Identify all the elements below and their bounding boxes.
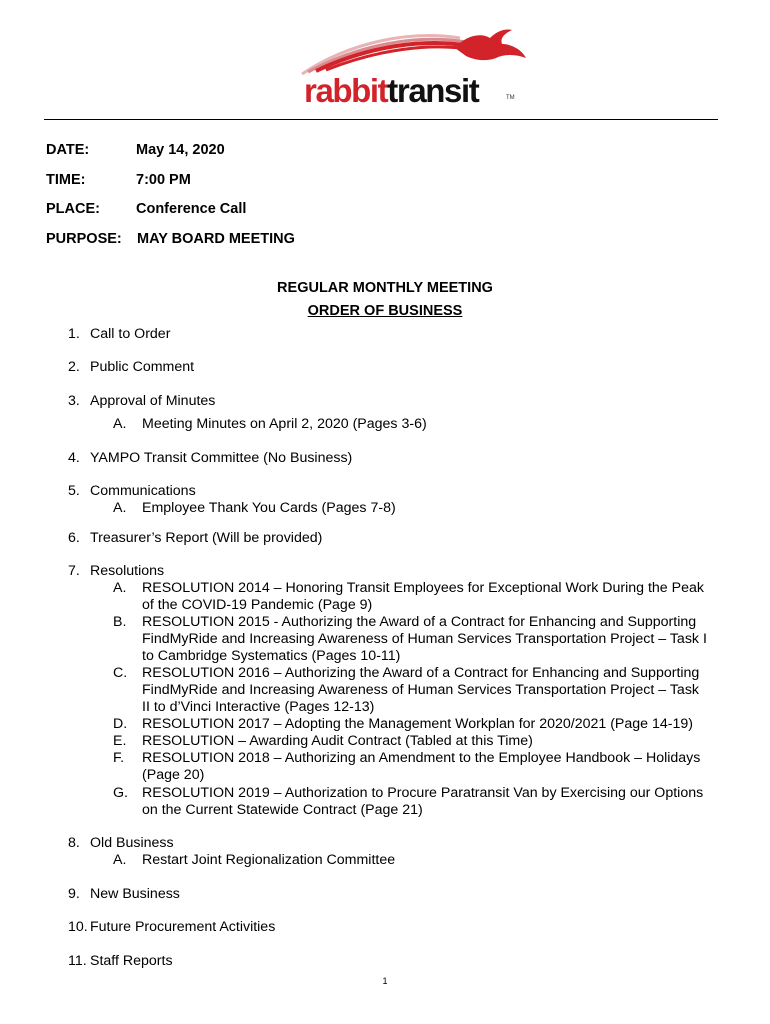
- agenda-item-number: 8.: [68, 835, 80, 851]
- agenda-subitem-letter: F.: [113, 750, 125, 766]
- agenda-subitem-letter: G.: [113, 785, 128, 801]
- time-label: TIME:: [46, 172, 86, 188]
- page-number: 1: [382, 976, 388, 986]
- agenda-item-text: Approval of Minutes: [90, 393, 216, 409]
- order-of-business-text: ORDER OF BUSINESS: [307, 303, 463, 319]
- agenda-item-text: Staff Reports: [90, 953, 173, 969]
- agenda-subitem-line: RESOLUTION 2016 – Authorizing the Award of a Contract for Enhancing and Supporting: [142, 665, 700, 681]
- rabbittransit-logo: [290, 22, 530, 108]
- logo-word-transit: transit: [387, 72, 479, 109]
- agenda-item-number: 9.: [68, 886, 80, 902]
- agenda-subitem-line: RESOLUTION – Awarding Audit Contract (Tabled at this Time): [142, 733, 533, 749]
- logo-trademark: TM: [506, 95, 515, 101]
- purpose-label: PURPOSE:: [46, 231, 122, 247]
- agenda-subitem-line: Restart Joint Regionalization Committee: [142, 852, 396, 868]
- logo-word-rabbit: rabbit: [304, 72, 388, 109]
- agenda-subitem-line: (Page 20): [142, 767, 205, 783]
- date-value: May 14, 2020: [136, 142, 225, 158]
- agenda-subitem-line: on the Current Statewide Contract (Page 21): [142, 802, 423, 818]
- logo-wordmark: [304, 74, 478, 107]
- agenda-subitem-letter: A.: [113, 416, 127, 432]
- agenda-subitem-letter: B.: [113, 614, 127, 630]
- agenda-item-number: 11.: [68, 953, 87, 969]
- agenda-item-text: Future Procurement Activities: [90, 919, 276, 935]
- agenda-item-text: Old Business: [90, 835, 174, 851]
- order-of-business-title: [0, 303, 770, 319]
- agenda-item-text: Public Comment: [90, 359, 195, 375]
- agenda-item-number: 2.: [68, 359, 80, 375]
- agenda-item-text: Communications: [90, 483, 196, 499]
- agenda-subitem-letter: E.: [113, 733, 127, 749]
- agenda-item-text: Resolutions: [90, 563, 165, 579]
- time-value: 7:00 PM: [136, 172, 191, 188]
- date-label: DATE:: [46, 142, 90, 158]
- agenda-item-number: 3.: [68, 393, 80, 409]
- agenda-subitem-line: of the COVID-19 Pandemic (Page 9): [142, 597, 373, 613]
- agenda-subitem-line: Meeting Minutes on April 2, 2020 (Pages 3-6): [142, 416, 427, 432]
- agenda-item-number: 1.: [68, 326, 80, 342]
- header-divider: [44, 119, 718, 120]
- agenda-subitem-line: RESOLUTION 2019 – Authorization to Procure Paratransit Van by Exercising our Options: [142, 785, 704, 801]
- agenda-subitem-line: Employee Thank You Cards (Pages 7-8): [142, 500, 396, 516]
- agenda-subitem-line: II to d’Vinci Interactive (Pages 12-13): [142, 699, 375, 715]
- agenda-subitem-letter: A.: [113, 500, 127, 516]
- agenda-subitem-line: RESOLUTION 2015 - Authorizing the Award of a Contract for Enhancing and Supporting: [142, 614, 697, 630]
- agenda-subitem-letter: C.: [113, 665, 128, 681]
- agenda-subitem-line: RESOLUTION 2017 – Adopting the Management Workplan for 2020/2021 (Page 14-19): [142, 716, 694, 732]
- agenda-item-text: Treasurer’s Report (Will be provided): [90, 530, 323, 546]
- agenda-subitem-letter: A.: [113, 580, 127, 596]
- agenda-subitem-letter: A.: [113, 852, 127, 868]
- agenda-item-text: YAMPO Transit Committee (No Business): [90, 450, 353, 466]
- agenda-item-number: 5.: [68, 483, 80, 499]
- place-value: Conference Call: [136, 201, 247, 217]
- agenda-item-number: 4.: [68, 450, 80, 466]
- agenda-subitem-line: RESOLUTION 2018 – Authorizing an Amendment to the Employee Handbook – Holidays: [142, 750, 701, 766]
- agenda-subitem-letter: D.: [113, 716, 128, 732]
- agenda-item-text: Call to Order: [90, 326, 171, 342]
- place-label: PLACE:: [46, 201, 100, 217]
- purpose-value: MAY BOARD MEETING: [137, 231, 295, 247]
- agenda-item-number: 7.: [68, 563, 80, 579]
- agenda-item-text: New Business: [90, 886, 180, 902]
- meeting-title: REGULAR MONTHLY MEETING: [277, 280, 493, 296]
- agenda-subitem-line: RESOLUTION 2014 – Honoring Transit Employees for Exceptional Work During the Peak: [142, 580, 704, 596]
- agenda-item-number: 6.: [68, 530, 80, 546]
- agenda-subitem-line: FindMyRide and Increasing Awareness of Human Services Transportation Project – Task: [142, 682, 700, 698]
- agenda-subitem-line: FindMyRide and Increasing Awareness of Human Services Transportation Project – Task I: [142, 631, 707, 647]
- agenda-item-number: 10.: [68, 919, 88, 935]
- agenda-subitem-line: to Cambridge Systematics (Pages 10-11): [142, 648, 401, 664]
